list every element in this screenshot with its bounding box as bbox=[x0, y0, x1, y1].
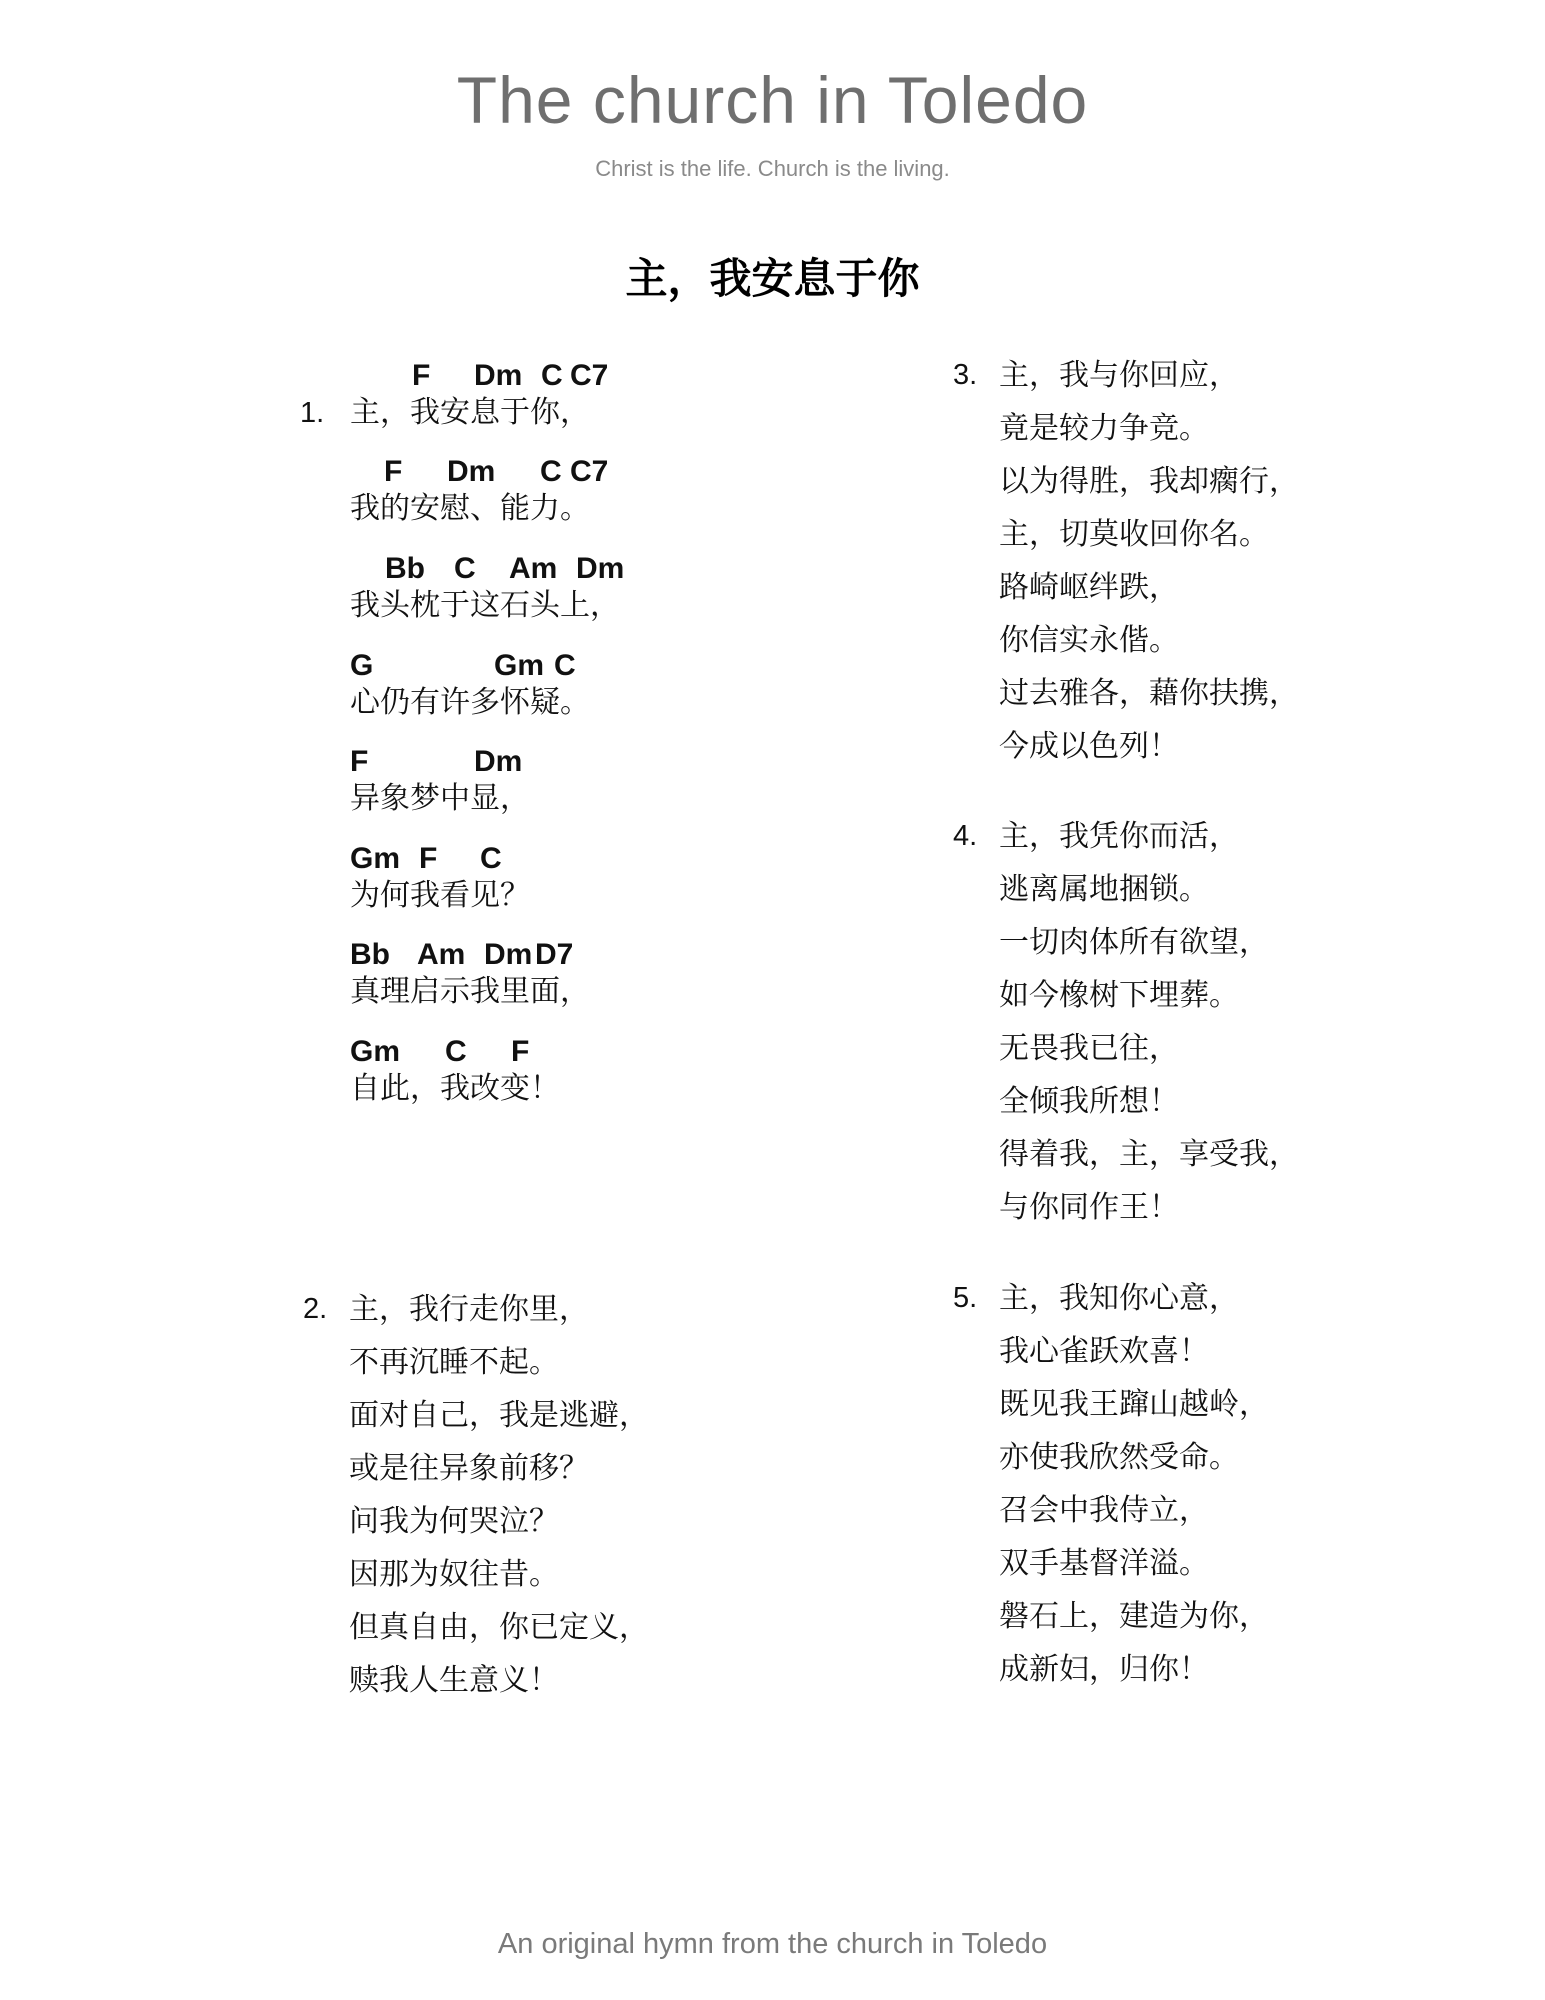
chord: F bbox=[419, 842, 438, 875]
chord: Bb bbox=[350, 938, 390, 971]
chord-block bbox=[350, 358, 609, 432]
lyric-line: 我头枕于这石头上， bbox=[350, 588, 620, 623]
chord: C bbox=[480, 842, 502, 875]
chord: Dm bbox=[474, 745, 523, 778]
lyric-line: 与你同作王！ bbox=[999, 1190, 1179, 1225]
chord: C7 bbox=[570, 359, 609, 392]
lyric-line: 既见我王蹿山越岭， bbox=[999, 1387, 1269, 1422]
chord-block bbox=[350, 1034, 560, 1108]
chord: C bbox=[540, 455, 562, 488]
verse-number: 3. bbox=[953, 359, 978, 391]
chord: C bbox=[445, 1035, 467, 1068]
chord: Am bbox=[417, 938, 466, 971]
lyric-line: 自此，我改变！ bbox=[350, 1071, 560, 1106]
lyric-line: 如今橡树下埋葬。 bbox=[999, 978, 1239, 1013]
chord-block bbox=[350, 454, 609, 528]
chord: C7 bbox=[570, 455, 609, 488]
chord: Am bbox=[509, 552, 558, 585]
lyric-line: 成新妇，归你！ bbox=[999, 1652, 1209, 1687]
lyric-line: 赎我人生意义！ bbox=[349, 1663, 559, 1698]
lyric-line: 亦使我欣然受命。 bbox=[999, 1440, 1239, 1475]
chord-line bbox=[350, 1034, 560, 1070]
lyric-line: 或是往异象前移？ bbox=[349, 1451, 589, 1486]
verse-number: 5. bbox=[953, 1282, 978, 1314]
lyric-line: 我心雀跃欢喜！ bbox=[999, 1334, 1209, 1369]
lyric-line: 不再沉睡不起。 bbox=[349, 1345, 559, 1380]
lyric-line: 双手基督洋溢。 bbox=[999, 1546, 1209, 1581]
chord: C bbox=[454, 552, 476, 585]
lyric-line: 面对自己，我是逃避， bbox=[349, 1398, 649, 1433]
lyric-line: 主，切莫收回你名。 bbox=[999, 517, 1269, 552]
verse-number: 4. bbox=[953, 820, 978, 852]
chord: Bb bbox=[385, 552, 425, 585]
lyric-line: 路崎岖绊跌， bbox=[999, 570, 1179, 605]
chord-line bbox=[350, 937, 590, 973]
page-footer: An original hymn from the church in Toledo bbox=[497, 1928, 1048, 1960]
chord: Dm bbox=[447, 455, 496, 488]
lyric-line: 问我为何哭泣？ bbox=[349, 1504, 559, 1539]
lyric-line: 因那为奴往昔。 bbox=[349, 1557, 559, 1592]
chord: Dm bbox=[474, 359, 523, 392]
chord: F bbox=[412, 359, 431, 392]
site-title: The church in Toledo bbox=[456, 63, 1089, 137]
lyric-line: 全倾我所想！ bbox=[999, 1084, 1179, 1119]
chord-line bbox=[350, 841, 530, 877]
lyric-line: 得着我，主，享受我， bbox=[999, 1137, 1299, 1172]
lyric-line: 以为得胜，我却瘸行， bbox=[999, 464, 1299, 499]
chord-line bbox=[350, 454, 609, 490]
chord-block bbox=[350, 744, 530, 818]
lyric-line: 主，我凭你而活， bbox=[999, 819, 1239, 854]
chord: C bbox=[541, 359, 563, 392]
chord: Dm bbox=[484, 938, 533, 971]
lyric-line: 我的安慰、能力。 bbox=[350, 491, 590, 526]
lyric-line: 召会中我侍立， bbox=[999, 1493, 1209, 1528]
lyric-line: 主，我与你回应， bbox=[999, 358, 1239, 393]
lyric-line: 一切肉体所有欲望， bbox=[999, 925, 1269, 960]
lyric-line: 主，我安息于你， bbox=[350, 395, 590, 430]
lyric-line: 今成以色列！ bbox=[999, 729, 1179, 764]
verse-number: 1. bbox=[300, 397, 325, 429]
lyric-line: 真理启示我里面， bbox=[350, 974, 590, 1009]
verse-number: 2. bbox=[303, 1293, 328, 1325]
lyric-line: 你信实永偕。 bbox=[999, 623, 1179, 658]
chord: F bbox=[350, 745, 369, 778]
chord-block bbox=[350, 648, 590, 722]
chord: Gm bbox=[494, 649, 545, 682]
chord-line bbox=[350, 648, 590, 684]
lyric-line: 为何我看见？ bbox=[350, 878, 530, 913]
chord: Gm bbox=[350, 1035, 401, 1068]
chord: Dm bbox=[576, 552, 625, 585]
lyric-line: 竟是较力争竞。 bbox=[999, 411, 1209, 446]
chord-line bbox=[350, 551, 625, 587]
chord: F bbox=[384, 455, 403, 488]
lyric-line: 但真自由，你已定义， bbox=[349, 1610, 649, 1645]
chord-block bbox=[350, 937, 590, 1011]
lyric-line: 磐石上，建造为你， bbox=[999, 1599, 1269, 1634]
chord-line bbox=[350, 358, 609, 394]
chord: C bbox=[554, 649, 576, 682]
lyric-line: 逃离属地捆锁。 bbox=[999, 872, 1209, 907]
chord: Gm bbox=[350, 842, 401, 875]
chord-block bbox=[350, 551, 625, 625]
page-header bbox=[0, 60, 1545, 182]
chord-line bbox=[350, 744, 530, 780]
lyric-line: 主，我行走你里， bbox=[349, 1292, 589, 1327]
lyric-line: 异象梦中显， bbox=[350, 781, 530, 816]
lyric-line: 主，我知你心意， bbox=[999, 1281, 1239, 1316]
chord: D7 bbox=[535, 938, 574, 971]
lyric-line: 心仍有许多怀疑。 bbox=[350, 685, 590, 720]
lyric-line: 无畏我已往， bbox=[999, 1031, 1179, 1066]
lyric-line: 过去雅各，藉你扶携， bbox=[999, 676, 1299, 711]
chord-block bbox=[350, 841, 530, 915]
hymn-title: 主，我安息于你 bbox=[625, 254, 920, 303]
chord: F bbox=[511, 1035, 530, 1068]
tagline: Christ is the life. Church is the living. bbox=[595, 156, 950, 181]
chord: G bbox=[350, 649, 374, 682]
